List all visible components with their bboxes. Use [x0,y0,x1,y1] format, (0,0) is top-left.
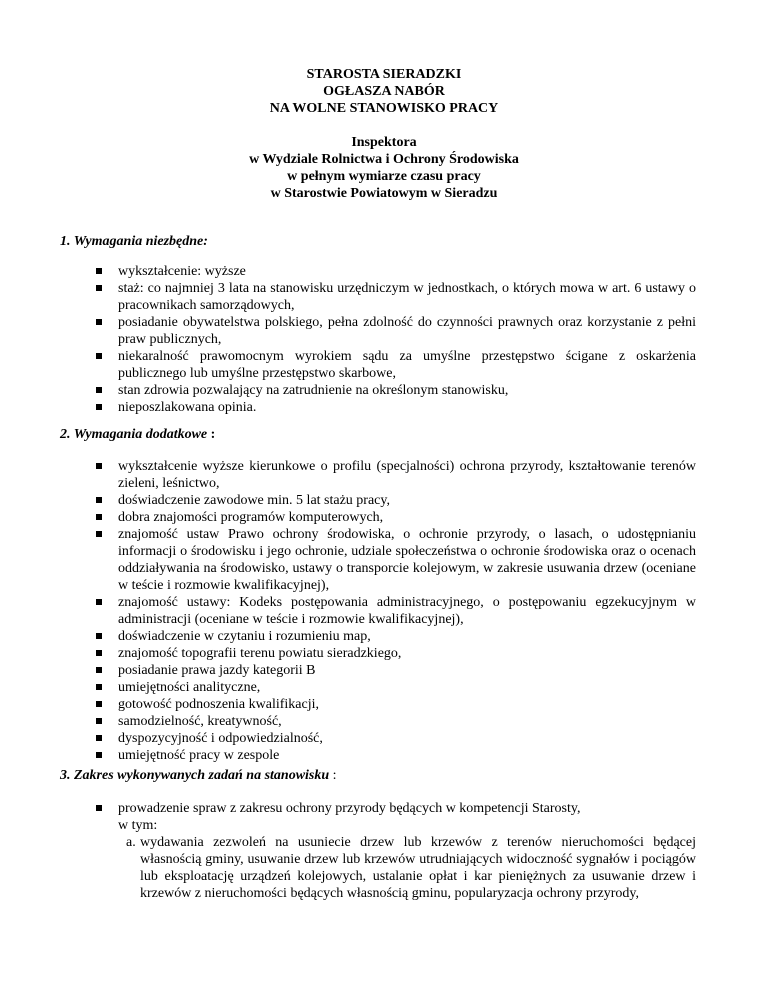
section-3-list [96,800,696,902]
bullet-icon [96,599,102,605]
section-3-heading [60,767,337,784]
bullet-icon [96,701,102,707]
bullet-icon [96,667,102,673]
bullet-icon [96,285,102,291]
list-item: samodzielność, kreatywność, [96,713,696,730]
bullet-icon [96,319,102,325]
position-line-2: w Wydziale Rolnictwa i Ochrony Środowiska [249,152,519,167]
list-item: dyspozycyjność i odpowiedzialność, [96,730,696,747]
bullet-icon [96,805,102,811]
list-item: niekaralność prawomocnym wyrokiem sądu za umyślne przestępstwo ścigane z oskarżenia publicznego lub umyślne przestępstwo skarbowe, [96,348,696,382]
bullet-icon [96,463,102,469]
list-item [96,800,696,902]
position-line-4: w Starostwie Powiatowym w Sieradzu [270,186,498,201]
list-item: posiadanie prawa jazdy kategorii B [96,662,696,679]
section-3-heading-suffix: : [329,768,337,783]
bullet-icon [96,735,102,741]
announcement-header [0,66,768,117]
task-intro: prowadzenie spraw z zakresu ochrony przyrody będących w kompetencji Starosty, [118,801,581,816]
bullet-icon [96,684,102,690]
list-item: staż: co najmniej 3 lata na stanowisku urzędniczym w jednostkach, o których mowa w art. 6 ustawy o pracownikach samorządowych, [96,280,696,314]
bullet-icon [96,268,102,274]
header-line-3: NA WOLNE STANOWISKO PRACY [269,101,499,116]
sub-list-item [118,834,696,902]
list-item: nieposzlakowana opinia. [96,399,696,416]
section-1-heading [60,233,208,250]
sub-item-text: wydawania zezwoleń na usuniecie drzew lub krzewów z terenów nieruchomości będącej własnością gminy, usuwanie drzew lub krzewów utrudniających widoczność sygnałów i pociągów lub eksploatację urządzeń kolejowych, ustalanie opłat i kar pieniężnych za usuwanie drzew i krzewów z nieruchomości będących własnością gminu, popularyzacja ochrony przyrody, [140,835,696,901]
bullet-icon [96,752,102,758]
list-item: doświadczenie w czytaniu i rozumieniu map, [96,628,696,645]
list-item: dobra znajomości programów komputerowych, [96,509,696,526]
bullet-icon [96,718,102,724]
section-1-heading-text: 1. Wymagania niezbędne: [60,234,208,249]
bullet-icon [96,497,102,503]
bullet-icon [96,514,102,520]
header-line-2: OGŁASZA NABÓR [323,84,445,99]
bullet-icon [96,650,102,656]
list-item: umiejętność pracy w zespole [96,747,696,764]
list-item: umiejętności analityczne, [96,679,696,696]
bullet-icon [96,404,102,410]
header-line-1: STAROSTA SIERADZKI [306,67,462,82]
list-item: stan zdrowia pozwalający na zatrudnienie na określonym stanowisku, [96,382,696,399]
task-intro-suffix: w tym: [118,818,158,833]
bullet-icon [96,531,102,537]
list-item: gotowość podnoszenia kwalifikacji, [96,696,696,713]
section-2-heading-text: 2. Wymagania dodatkowe [60,427,208,442]
list-item: wykształcenie: wyższe [96,263,696,280]
position-line-3: w pełnym wymiarze czasu pracy [287,169,481,184]
section-2-heading-suffix: : [207,427,216,442]
bullet-icon [96,353,102,359]
list-item: znajomość ustaw Prawo ochrony środowiska, o ochronie przyrody, o lasach, o udostępnianiu informacji o środowisku i jego ochronie, udziale społeczeństwa o ochronie środowiska oraz o ocenach oddziaływania na środowisko, ustawy o transporcie kolejowym, w zakresie usuwania drzew (oceniane w teście i rozmowie kwalifikacyjnej), [96,526,696,594]
list-item: znajomość ustawy: Kodeks postępowania administracyjnego, o postępowaniu egzekucyjnym w administracji (oceniane w teście i rozmowie kwalifikacyjnej), [96,594,696,628]
list-item: posiadanie obywatelstwa polskiego, pełna zdolność do czynności prawnych oraz korzystanie z pełni praw publicznych, [96,314,696,348]
position-title-block [0,134,768,202]
list-item: doświadczenie zawodowe min. 5 lat stażu pracy, [96,492,696,509]
position-line-1: Inspektora [351,135,417,150]
task-sub-list [118,834,696,902]
bullet-icon [96,633,102,639]
section-3-heading-text: 3. Zakres wykonywanych zadań na stanowisku [60,768,330,783]
list-item: znajomość topografii terenu powiatu sieradzkiego, [96,645,696,662]
list-item: wykształcenie wyższe kierunkowe o profilu (specjalności) ochrona przyrody, kształtowanie terenów zieleni, leśnictwo, [96,458,696,492]
section-2-list [96,458,696,764]
section-2-heading [60,426,215,443]
bullet-icon [96,387,102,393]
section-1-list [96,263,696,416]
sub-item-marker: a. [126,835,136,850]
